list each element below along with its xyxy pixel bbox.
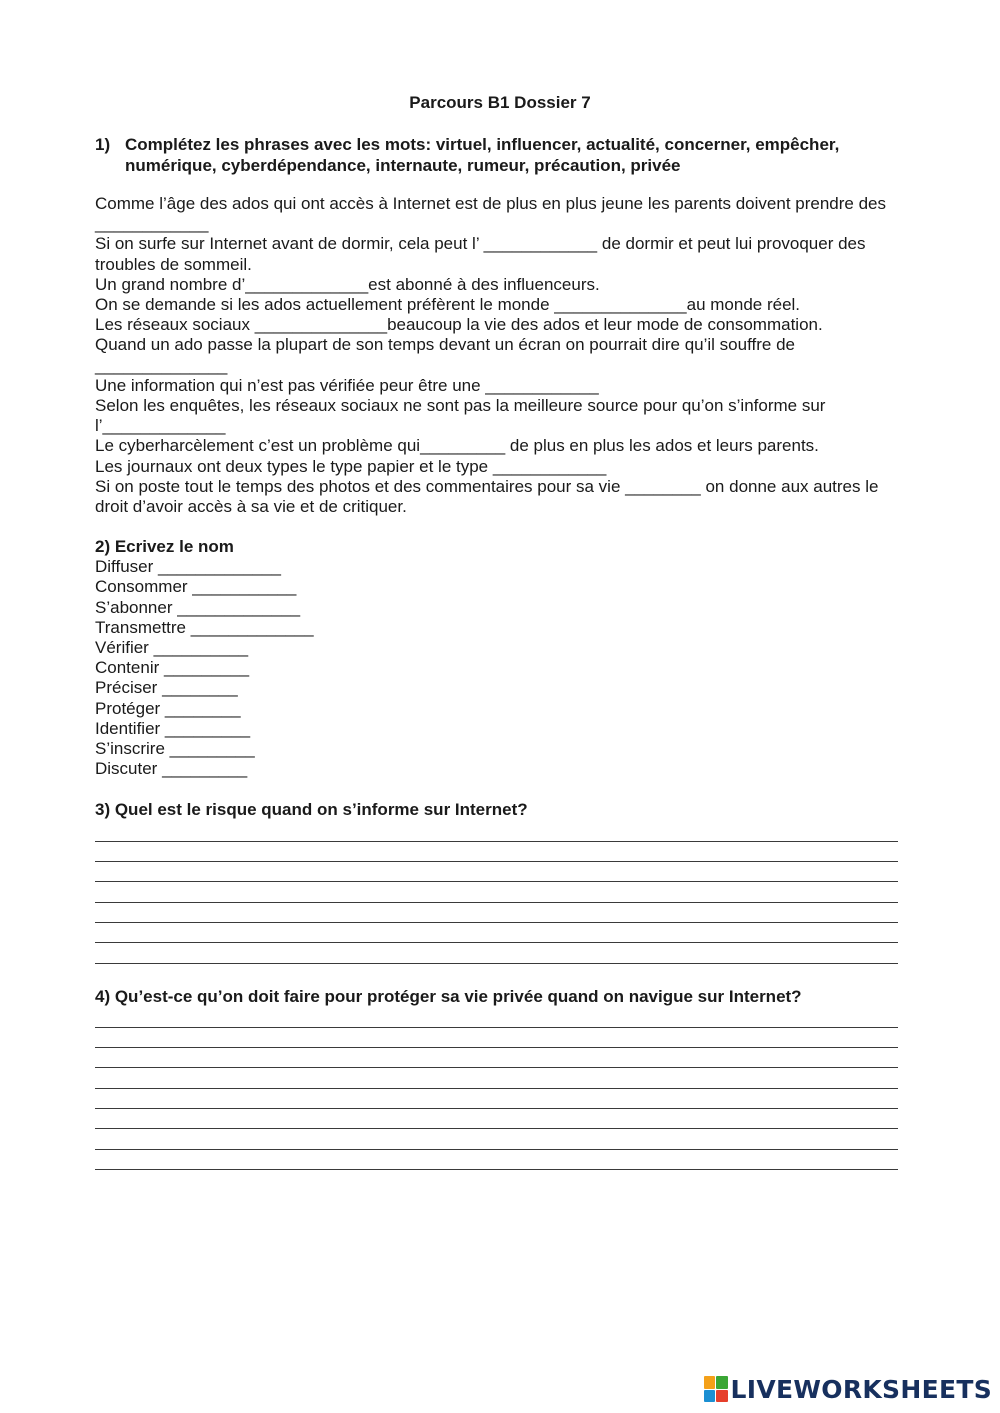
answer-line[interactable] [95,1150,898,1170]
sentence-9[interactable]: Le cyberharcèlement c’est un problème qui_________ de plus en plus les ados et leurs parents. [95,436,819,456]
sentence-6[interactable]: Quand un ado passe la plupart de son temps devant un écran on pourrait dire qu’il souffre de ______________ [95,335,795,375]
answer-line[interactable] [95,923,898,943]
liveworksheets-logo [704,1369,992,1409]
answer-line[interactable] [95,1008,898,1028]
sentence-4[interactable]: On se demande si les ados actuellement préfèrent le monde ______________au monde réel. [95,295,801,315]
sentence-5[interactable]: Les réseaux sociaux ______________beaucoup la vie des ados et leur mode de consommation. [95,315,823,335]
logo-square-green [716,1376,728,1389]
question-3-heading: 3) Quel est le risque quand on s’informe sur Internet? [95,800,528,820]
question-1-number: 1) [95,135,111,154]
answer-line[interactable] [95,1048,898,1068]
answer-line[interactable] [95,882,898,902]
noun-item-preciser[interactable]: Préciser ________ [95,678,238,698]
liveworksheets-logo-icon [704,1376,728,1402]
question-3-answer-area [95,821,905,963]
answer-line[interactable] [95,862,898,882]
noun-item-consommer[interactable]: Consommer ___________ [95,577,297,597]
noun-item-sabonner[interactable]: S’abonner _____________ [95,597,301,617]
question-1-sentences [95,194,905,517]
answer-line[interactable] [95,1028,898,1048]
noun-item-proteger[interactable]: Protéger ________ [95,698,241,718]
sentence-10[interactable]: Les journaux ont deux types le type papier et le type ____________ [95,456,607,476]
sentence-3[interactable]: Un grand nombre d’_____________est abonné à des influenceurs. [95,274,600,294]
noun-item-transmettre[interactable]: Transmettre _____________ [95,617,314,637]
page-title: Parcours B1 Dossier 7 [409,93,591,112]
logo-square-blue [704,1390,716,1403]
sentence-11[interactable]: Si on poste tout le temps des photos et des commentaires pour sa vie ________ on donne aux autres le droit d’avoir accès à sa vie et de critiquer. [95,476,879,517]
noun-item-discuter[interactable]: Discuter _________ [95,759,248,779]
answer-line[interactable] [95,1089,898,1109]
noun-item-contenir[interactable]: Contenir _________ [95,658,250,678]
question-1-instructions: Complétez les phrases avec les mots: virtuel, influencer, actualité, concerner, empêcher, numérique, cyberdépendance, internaute, rumeur, précaution, privée [125,135,840,175]
logo-square-red [716,1390,728,1403]
question-1-heading [95,134,905,176]
sentence-8[interactable]: Selon les enquêtes, les réseaux sociaux ne sont pas la meilleure source pour qu’on s’informe sur l’_____________ [95,396,826,436]
question-4-heading: 4) Qu’est-ce qu’on doit faire pour protéger sa vie privée quand on navigue sur Internet? [95,986,802,1006]
logo-square-orange [704,1376,716,1389]
worksheet-page [95,92,905,1192]
answer-line[interactable] [95,842,898,862]
question-2-heading: 2) Ecrivez le nom [95,537,234,557]
liveworksheets-logo-text: LIVEWORKSHEETS [730,1374,992,1404]
sentence-1[interactable]: Comme l’âge des ados qui ont accès à Internet est de plus en plus jeune les parents doivent prendre des ____________ [95,194,886,234]
noun-item-verifier[interactable]: Vérifier __________ [95,638,249,658]
answer-line[interactable] [95,943,898,963]
answer-line[interactable] [95,1109,898,1129]
noun-item-diffuser[interactable]: Diffuser _____________ [95,557,281,577]
question-4-answer-area [95,1008,905,1170]
noun-item-identifier[interactable]: Identifier _________ [95,718,251,738]
answer-line[interactable] [95,903,898,923]
sentence-2[interactable]: Si on surfe sur Internet avant de dormir, cela peut l’ ____________ de dormir et peut lui provoquer des troubles de sommeil. [95,234,866,274]
sentence-7[interactable]: Une information qui n’est pas vérifiée peur être une ____________ [95,375,599,395]
question-2-list [95,557,905,779]
answer-line[interactable] [95,1068,898,1088]
answer-line[interactable] [95,1129,898,1149]
answer-line[interactable] [95,821,898,841]
noun-item-sinscrire[interactable]: S’inscrire _________ [95,739,255,759]
